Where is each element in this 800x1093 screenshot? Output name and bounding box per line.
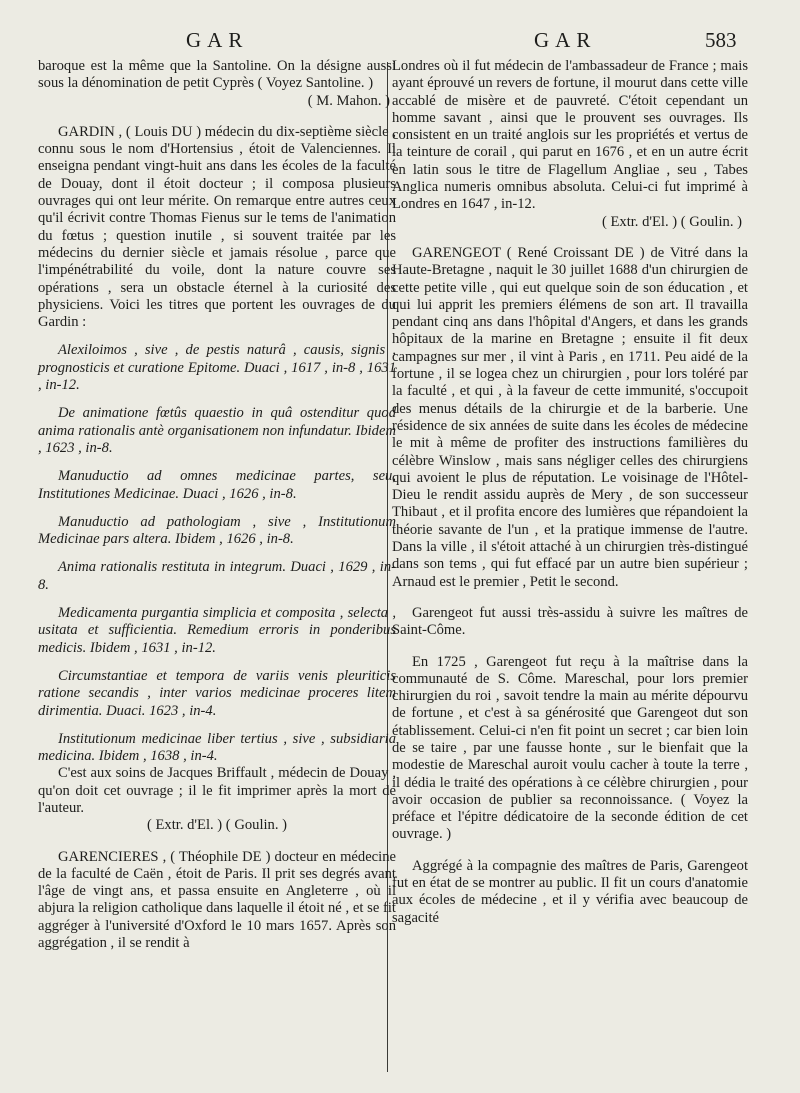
garengeot-entry: GARENGEOT ( René Croissant DE ) de Vitré dans la Haute-Bretagne , naquit le 30 juillet 1688 d'un chirurgien de cette petite ville , qui eut quelque soin de son éducation , et qui lui apprit les premiers élémens de son art. Il travailla pendant cinq ans dans l'hôpital d'Angers, et dans les grands hôpitaux de la marine en Bretagne ; ensuite il fit deux campagnes sur mer , il vint à Paris , en 1711. Peu aidé de la fortune , il se logea chez un chirurgien , pour lors toléré par la faculté , et qui , à la faveur de cette immunité, s'occupoit des menus détails de la chirurgie et de la barberie. Une résidence de six années de suite dans les écoles de médecine le mit à même de profiter des instructions familières du célèbre Winslow , mais sans négliger celles des chirurgiens qui avoient le plus de réputation. Le voisinage de l'Hôtel-Dieu le rendit assidu auprès de Mery , de son successeur Thibaut , et il profita encore des lumières que répandoient la théorie savante de l'un , et la pratique immense de l'autre. Dans la ville , il s'étoit attaché à un chirurgien très-distingué dans son tems , qui fut effacé par un autre bien supérieur ; Arnaud est le premier , Petit le second. (392, 244, 748, 590)
header-left-word: GAR (186, 28, 249, 52)
garengeot-maitrise: En 1725 , Garengeot fut reçu à la maîtrise dans la communauté de S. Côme. Mareschal, pour lors premier chirurgien du roi , savoit tendre la main au mérite dépourvu de fortune , et c'est à sa générosité que Garengeot dut son établissement. Celui-ci n'en fit point un secret ; car bien loin de se taire , par une fausse honte , sur le bienfait que la modestie de Mareschal auroit voulu cacher à toute la terre , il dédia le traité des opérations à ce célèbre chirurgien , pour avoir occasion de publier sa reconnoissance. ( Voyez la préface et l'épitre dédicatoire de la seconde édition de cet ouvrage. ) (392, 653, 748, 843)
gardin-work-7: Circumstantiae et tempora de variis venis pleuriticis ratione secandis , inter varios medicinae proceres litem dirimentia. Duaci. 1623 , in-4. (38, 667, 396, 719)
gardin-entry: GARDIN , ( Louis DU ) médecin du dix-septième siècle , connu sous le nom d'Hortensius , étoit de Valenciennes. Il enseigna pendant vingt-huit ans dans les écoles de la faculté de Douay, dont il étoit docteur ; il composa plusieurs ouvrages qui ont leur mérite. On remarque entre autres ceux qu'il écrivit contre Thomas Fienus sur le tems de l'animation du fœtus ; question inutile , si souvent traitée par les médecins du dernier siècle et jamais résolue , parce que l'impénétrabilité du voile, dont la nature couvre ses opérations , sera un obstacle éternel à la curiosité des physiciens. Voici les titres que portent les ouvrages de du Gardin : (38, 123, 396, 331)
gardin-work-3: Manuductio ad omnes medicinae partes, seu, Institutiones Medicinae. Duaci , 1626 , in-8. (38, 468, 396, 502)
gardin-work-2: De animatione fœtûs quaestio in quâ ostenditur quod anima rationalis antè organisationem non infundatur. Ibidem , 1623 , in-8. (38, 405, 396, 456)
gardin-work-8: Institutionum medicinae liber tertius , sive , subsidiaria medicina. Ibidem , 1638 , in-4. (38, 730, 396, 765)
gardin-signature: ( Extr. d'El. ) ( Goulin. ) (146, 817, 288, 834)
garencieres-signature: ( Extr. d'El. ) ( Goulin. ) (601, 213, 742, 230)
santoline-paragraph: baroque est la même que la Santoline. On la désigne aussi sous la dénomination de petit Cyprès ( Voyez Santoline. ) (38, 58, 396, 92)
left-column (38, 58, 396, 952)
garencieres-entry: GARENCIERES , ( Théophile DE ) docteur en médecine de la faculté de Caën , étoit de Paris. Il prit ses degrés avant l'âge de vingt ans, et passa ensuite en Angleterre , où il abjura la religion catholique dans laquelle il étoit né , et se fit aggréger à l'université d'Oxford le 10 mars 1657. Après son aggrégation , il se rendit à (38, 848, 396, 952)
right-column (392, 58, 748, 927)
garengeot-saint-come: Garengeot fut aussi très-assidu à suivre les maîtres de Saint-Côme. (392, 604, 748, 639)
running-header (0, 28, 800, 58)
gardin-work-4: Manuductio ad pathologiam , sive , Institutionum Medicinae pars altera. Ibidem , 1626 , in-8. (38, 513, 396, 548)
gardin-work-5: Anima rationalis restituta in integrum. Duaci , 1629 , in-8. (38, 559, 396, 593)
garengeot-aggrege: Aggrégé à la compagnie des maîtres de Paris, Garengeot fut en état de se montrer au public. Il fit un cours d'anatomie aux écoles de médecine , et il y vérifia avec beaucoup de sagacité (392, 857, 748, 926)
mahon-signature: ( M. Mahon. ) (307, 92, 390, 109)
garencieres-continuation: Londres où il fut médecin de l'ambassadeur de France ; mais ayant éprouvé un revers de fortune, il mourut dans cette ville accablé de misère et de pauvreté. C'étoit cependant un homme savant , ainsi que le prouvent ses ouvrages. Ils consistent en un traité anglois sur les propriétés et vertus de la teinture de corail , qui parut en 1676 , et en un autre écrit en latin sous le titre de Flagellum Angliae , seu , Tabes Anglica numeris omnibus absoluta. Celui-ci fut imprimé à Londres en 1647 , in-12. (392, 58, 748, 213)
gardin-work-6: Medicamenta purgantia simplicia et composita , selecta , usitata et sufficientia. Remedium erroris in ponderibus medicis. Ibidem , 1631 , in-12. (38, 605, 396, 656)
header-right-word: GAR (534, 28, 597, 52)
page-number: 583 (705, 28, 737, 52)
gardin-closing: C'est aux soins de Jacques Briffault , médecin de Douay , qu'on doit cet ouvrage ; il le fit imprimer après la mort de l'auteur. (38, 765, 396, 816)
gardin-work-1: Alexiloimos , sive , de pestis naturâ , causis, signis , prognosticis et curatione Epitome. Duaci , 1617 , in-8 , 1631 , in-12. (38, 342, 396, 394)
